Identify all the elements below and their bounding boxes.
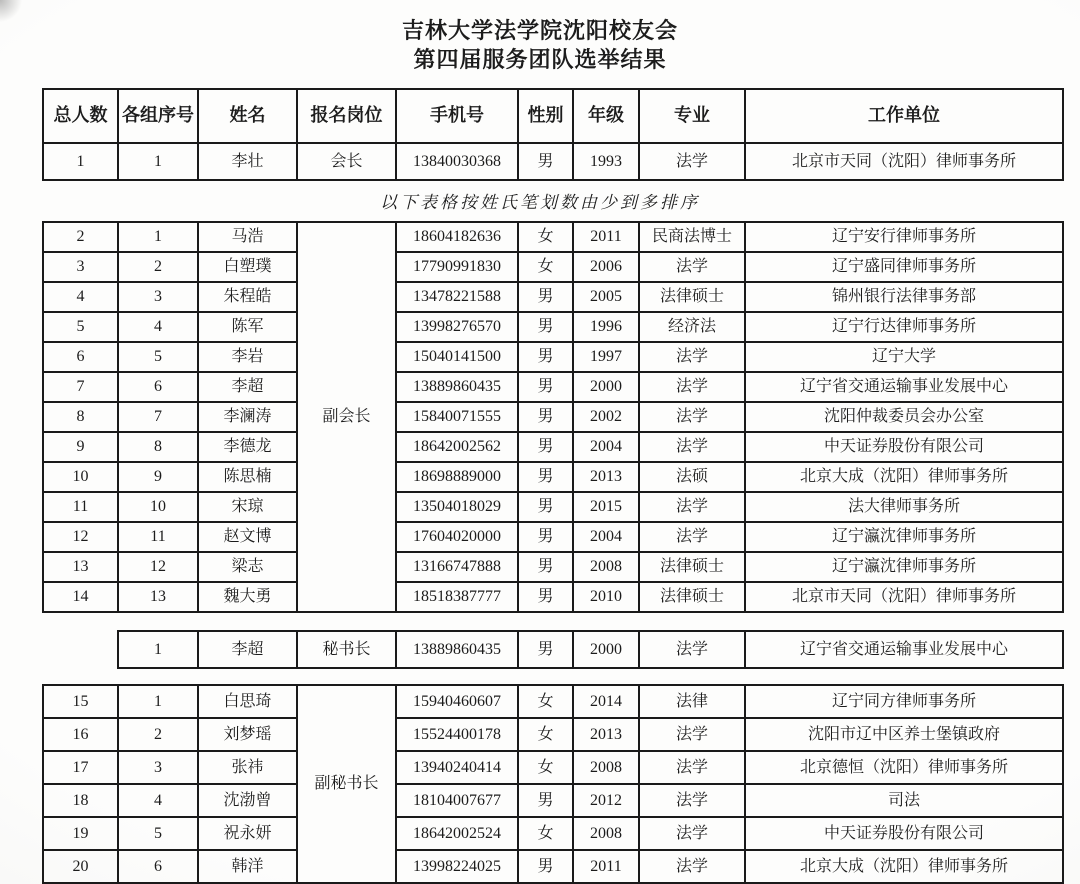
cell-seq: 3 bbox=[118, 751, 198, 784]
cell-phone: 13998224025 bbox=[396, 850, 518, 883]
cell-major: 法学 bbox=[639, 432, 745, 462]
cell-name: 马浩 bbox=[198, 222, 297, 252]
cell-name: 魏大勇 bbox=[198, 582, 297, 612]
cell-phone: 17790991830 bbox=[396, 252, 518, 282]
cell-phone: 18642002562 bbox=[396, 432, 518, 462]
cell-major: 法学 bbox=[639, 492, 745, 522]
table-row bbox=[43, 252, 1063, 282]
cell-grade: 2014 bbox=[573, 685, 639, 718]
cell-seq: 2 bbox=[118, 252, 198, 282]
cell-position: 秘书长 bbox=[297, 631, 396, 668]
cell-total: 13 bbox=[43, 552, 118, 582]
cell-workplace: 辽宁瀛沈律师事务所 bbox=[745, 552, 1063, 582]
cell-seq: 10 bbox=[118, 492, 198, 522]
cell-name: 宋琼 bbox=[198, 492, 297, 522]
table-vice-president bbox=[42, 221, 1064, 613]
col-header-position: 报名岗位 bbox=[297, 89, 396, 143]
cell-name: 梁志 bbox=[198, 552, 297, 582]
cell-name: 李德龙 bbox=[198, 432, 297, 462]
cell-major: 法律 bbox=[639, 685, 745, 718]
cell-name: 李岩 bbox=[198, 342, 297, 372]
cell-grade: 2000 bbox=[573, 372, 639, 402]
cell-major: 法学 bbox=[639, 784, 745, 817]
cell-name: 张祎 bbox=[198, 751, 297, 784]
table-row bbox=[43, 522, 1063, 552]
document-title bbox=[0, 0, 1080, 74]
table-row bbox=[43, 312, 1063, 342]
cell-workplace: 沈阳市辽中区养士堡镇政府 bbox=[745, 718, 1063, 751]
table-row bbox=[43, 582, 1063, 612]
table-row bbox=[43, 372, 1063, 402]
cell-phone: 13478221588 bbox=[396, 282, 518, 312]
cell-total: 16 bbox=[43, 718, 118, 751]
cell-major: 法学 bbox=[639, 252, 745, 282]
table-header bbox=[43, 89, 1063, 143]
col-header-name: 姓名 bbox=[198, 89, 297, 143]
cell-phone: 18698889000 bbox=[396, 462, 518, 492]
cell-workplace: 沈阳仲裁委员会办公室 bbox=[745, 402, 1063, 432]
cell-seq: 7 bbox=[118, 402, 198, 432]
cell-phone: 15940460607 bbox=[396, 685, 518, 718]
cell-phone: 13889860435 bbox=[396, 631, 518, 668]
cell-phone: 13889860435 bbox=[396, 372, 518, 402]
table-secretary-general bbox=[117, 630, 1064, 669]
cell-major: 法学 bbox=[639, 342, 745, 372]
cell-phone: 15524400178 bbox=[396, 718, 518, 751]
cell-seq: 3 bbox=[118, 282, 198, 312]
cell-grade: 2011 bbox=[573, 222, 639, 252]
cell-grade: 1996 bbox=[573, 312, 639, 342]
cell-major: 法律硕士 bbox=[639, 582, 745, 612]
cell-gender: 男 bbox=[518, 784, 573, 817]
table-row bbox=[43, 685, 1063, 718]
cell-grade: 2010 bbox=[573, 582, 639, 612]
table-row bbox=[43, 222, 1063, 252]
cell-seq: 4 bbox=[118, 312, 198, 342]
cell-gender: 男 bbox=[518, 850, 573, 883]
cell-gender: 男 bbox=[518, 143, 573, 180]
cell-total: 5 bbox=[43, 312, 118, 342]
cell-seq: 9 bbox=[118, 462, 198, 492]
cell-grade: 1993 bbox=[573, 143, 639, 180]
cell-name: 陈军 bbox=[198, 312, 297, 342]
col-header-workplace: 工作单位 bbox=[745, 89, 1063, 143]
col-header-phone: 手机号 bbox=[396, 89, 518, 143]
cell-gender: 男 bbox=[518, 462, 573, 492]
table-row bbox=[43, 402, 1063, 432]
cell-seq: 5 bbox=[118, 342, 198, 372]
cell-workplace: 中天证券股份有限公司 bbox=[745, 432, 1063, 462]
sort-note: 以下表格按姓氏笔划数由少到多排序 bbox=[380, 193, 700, 213]
cell-total: 10 bbox=[43, 462, 118, 492]
cell-workplace: 北京大成（沈阳）律师事务所 bbox=[745, 850, 1063, 883]
cell-workplace: 北京大成（沈阳）律师事务所 bbox=[745, 462, 1063, 492]
cell-total: 8 bbox=[43, 402, 118, 432]
cell-workplace: 辽宁行达律师事务所 bbox=[745, 312, 1063, 342]
cell-name: 赵文博 bbox=[198, 522, 297, 552]
cell-total: 4 bbox=[43, 282, 118, 312]
cell-grade: 2015 bbox=[573, 492, 639, 522]
cell-workplace: 中天证券股份有限公司 bbox=[745, 817, 1063, 850]
cell-phone: 13940240414 bbox=[396, 751, 518, 784]
cell-major: 法学 bbox=[639, 751, 745, 784]
cell-name: 白塑璞 bbox=[198, 252, 297, 282]
cell-seq: 5 bbox=[118, 817, 198, 850]
cell-gender: 女 bbox=[518, 252, 573, 282]
cell-seq: 11 bbox=[118, 522, 198, 552]
table-row bbox=[43, 462, 1063, 492]
table-row bbox=[43, 751, 1063, 784]
cell-gender: 男 bbox=[518, 312, 573, 342]
cell-workplace: 北京市天同（沈阳）律师事务所 bbox=[745, 143, 1063, 180]
cell-gender: 男 bbox=[518, 402, 573, 432]
cell-seq: 6 bbox=[118, 850, 198, 883]
table-row bbox=[118, 631, 1063, 668]
cell-grade: 2008 bbox=[573, 817, 639, 850]
cell-grade: 2008 bbox=[573, 751, 639, 784]
cell-major: 法学 bbox=[639, 402, 745, 432]
cell-phone: 18604182636 bbox=[396, 222, 518, 252]
cell-total: 11 bbox=[43, 492, 118, 522]
table-deputy-secretary bbox=[42, 684, 1064, 884]
cell-workplace: 辽宁省交通运输事业发展中心 bbox=[745, 372, 1063, 402]
cell-workplace: 辽宁瀛沈律师事务所 bbox=[745, 522, 1063, 552]
cell-gender: 男 bbox=[518, 631, 573, 668]
cell-name: 李超 bbox=[198, 372, 297, 402]
cell-phone: 13840030368 bbox=[396, 143, 518, 180]
cell-seq: 12 bbox=[118, 552, 198, 582]
title-line-1: 吉林大学法学院沈阳校友会 bbox=[401, 18, 678, 43]
title-line-2 bbox=[0, 45, 1080, 74]
cell-gender: 男 bbox=[518, 582, 573, 612]
cell-major: 民商法博士 bbox=[639, 222, 745, 252]
cell-position: 会长 bbox=[297, 143, 396, 180]
cell-grade: 2000 bbox=[573, 631, 639, 668]
table-row bbox=[43, 143, 1063, 180]
cell-phone: 15040141500 bbox=[396, 342, 518, 372]
table-row bbox=[43, 552, 1063, 582]
cell-seq: 4 bbox=[118, 784, 198, 817]
cell-seq: 2 bbox=[118, 718, 198, 751]
cell-gender: 女 bbox=[518, 817, 573, 850]
cell-gender: 男 bbox=[518, 432, 573, 462]
table-row bbox=[43, 282, 1063, 312]
cell-major: 法律硕士 bbox=[639, 282, 745, 312]
cell-total: 14 bbox=[43, 582, 118, 612]
cell-total: 2 bbox=[43, 222, 118, 252]
table-row bbox=[43, 432, 1063, 462]
col-header-major: 专业 bbox=[639, 89, 745, 143]
cell-grade: 2004 bbox=[573, 432, 639, 462]
cell-phone: 17604020000 bbox=[396, 522, 518, 552]
cell-gender: 男 bbox=[518, 552, 573, 582]
table-row bbox=[43, 817, 1063, 850]
cell-major: 法学 bbox=[639, 817, 745, 850]
cell-workplace: 辽宁安行律师事务所 bbox=[745, 222, 1063, 252]
table-row bbox=[43, 718, 1063, 751]
title-line-2-emphasis: 选举结果 bbox=[574, 47, 667, 73]
cell-total: 6 bbox=[43, 342, 118, 372]
cell-seq: 6 bbox=[118, 372, 198, 402]
cell-name: 朱程皓 bbox=[198, 282, 297, 312]
table-president bbox=[42, 88, 1064, 181]
cell-grade: 2013 bbox=[573, 462, 639, 492]
cell-total: 12 bbox=[43, 522, 118, 552]
cell-major: 法学 bbox=[639, 522, 745, 552]
cell-total: 9 bbox=[43, 432, 118, 462]
cell-gender: 女 bbox=[518, 685, 573, 718]
cell-name: 李澜涛 bbox=[198, 402, 297, 432]
cell-position: 副会长 bbox=[297, 222, 396, 612]
cell-grade: 2012 bbox=[573, 784, 639, 817]
header-row bbox=[43, 89, 1063, 143]
cell-gender: 女 bbox=[518, 751, 573, 784]
cell-phone: 18104007677 bbox=[396, 784, 518, 817]
cell-seq: 1 bbox=[118, 685, 198, 718]
cell-gender: 女 bbox=[518, 718, 573, 751]
cell-seq: 13 bbox=[118, 582, 198, 612]
cell-gender: 男 bbox=[518, 522, 573, 552]
cell-phone: 18642002524 bbox=[396, 817, 518, 850]
cell-seq: 1 bbox=[118, 143, 198, 180]
cell-total: 20 bbox=[43, 850, 118, 883]
cell-seq: 1 bbox=[118, 631, 198, 668]
table-row bbox=[43, 492, 1063, 522]
cell-major: 法学 bbox=[639, 372, 745, 402]
cell-total: 19 bbox=[43, 817, 118, 850]
cell-name: 白思琦 bbox=[198, 685, 297, 718]
cell-workplace: 辽宁大学 bbox=[745, 342, 1063, 372]
cell-gender: 男 bbox=[518, 372, 573, 402]
cell-workplace: 法大律师事务所 bbox=[745, 492, 1063, 522]
cell-name: 沈渤曾 bbox=[198, 784, 297, 817]
cell-workplace: 北京德恒（沈阳）律师事务所 bbox=[745, 751, 1063, 784]
cell-major: 法硕 bbox=[639, 462, 745, 492]
cell-grade: 2004 bbox=[573, 522, 639, 552]
cell-grade: 2005 bbox=[573, 282, 639, 312]
cell-phone: 13504018029 bbox=[396, 492, 518, 522]
cell-workplace: 锦州银行法律事务部 bbox=[745, 282, 1063, 312]
cell-workplace: 辽宁省交通运输事业发展中心 bbox=[745, 631, 1063, 668]
cell-gender: 男 bbox=[518, 282, 573, 312]
cell-total: 17 bbox=[43, 751, 118, 784]
cell-phone: 13166747888 bbox=[396, 552, 518, 582]
cell-grade: 2008 bbox=[573, 552, 639, 582]
cell-gender: 男 bbox=[518, 342, 573, 372]
cell-workplace: 司法 bbox=[745, 784, 1063, 817]
cell-position: 副秘书长 bbox=[297, 685, 396, 883]
cell-total: 3 bbox=[43, 252, 118, 282]
cell-workplace: 辽宁盛同律师事务所 bbox=[745, 252, 1063, 282]
cell-major: 法学 bbox=[639, 631, 745, 668]
table-row bbox=[43, 850, 1063, 883]
cell-grade: 2006 bbox=[573, 252, 639, 282]
cell-phone: 13998276570 bbox=[396, 312, 518, 342]
cell-name: 陈思楠 bbox=[198, 462, 297, 492]
cell-name: 李壮 bbox=[198, 143, 297, 180]
cell-major: 法律硕士 bbox=[639, 552, 745, 582]
cell-name: 刘梦瑶 bbox=[198, 718, 297, 751]
cell-major: 法学 bbox=[639, 718, 745, 751]
cell-name: 李超 bbox=[198, 631, 297, 668]
cell-name: 韩洋 bbox=[198, 850, 297, 883]
cell-seq: 1 bbox=[118, 222, 198, 252]
cell-total: 18 bbox=[43, 784, 118, 817]
cell-major: 法学 bbox=[639, 143, 745, 180]
table-row bbox=[43, 784, 1063, 817]
cell-gender: 女 bbox=[518, 222, 573, 252]
cell-seq: 8 bbox=[118, 432, 198, 462]
title-line-2-prefix: 第四届服务团队 bbox=[413, 47, 575, 73]
table-row bbox=[43, 342, 1063, 372]
cell-phone: 15840071555 bbox=[396, 402, 518, 432]
cell-workplace: 辽宁同方律师事务所 bbox=[745, 685, 1063, 718]
col-header-group-seq: 各组序号 bbox=[118, 89, 198, 143]
cell-major: 法学 bbox=[639, 850, 745, 883]
col-header-total-count: 总人数 bbox=[43, 89, 118, 143]
col-header-gender: 性别 bbox=[518, 89, 573, 143]
cell-grade: 2002 bbox=[573, 402, 639, 432]
cell-major: 经济法 bbox=[639, 312, 745, 342]
cell-phone: 18518387777 bbox=[396, 582, 518, 612]
cell-total: 7 bbox=[43, 372, 118, 402]
cell-name: 祝永妍 bbox=[198, 817, 297, 850]
cell-total: 1 bbox=[43, 143, 118, 180]
cell-total: 15 bbox=[43, 685, 118, 718]
col-header-grade: 年级 bbox=[573, 89, 639, 143]
cell-grade: 1997 bbox=[573, 342, 639, 372]
cell-gender: 男 bbox=[518, 492, 573, 522]
cell-grade: 2013 bbox=[573, 718, 639, 751]
cell-workplace: 北京市天同（沈阳）律师事务所 bbox=[745, 582, 1063, 612]
cell-grade: 2011 bbox=[573, 850, 639, 883]
